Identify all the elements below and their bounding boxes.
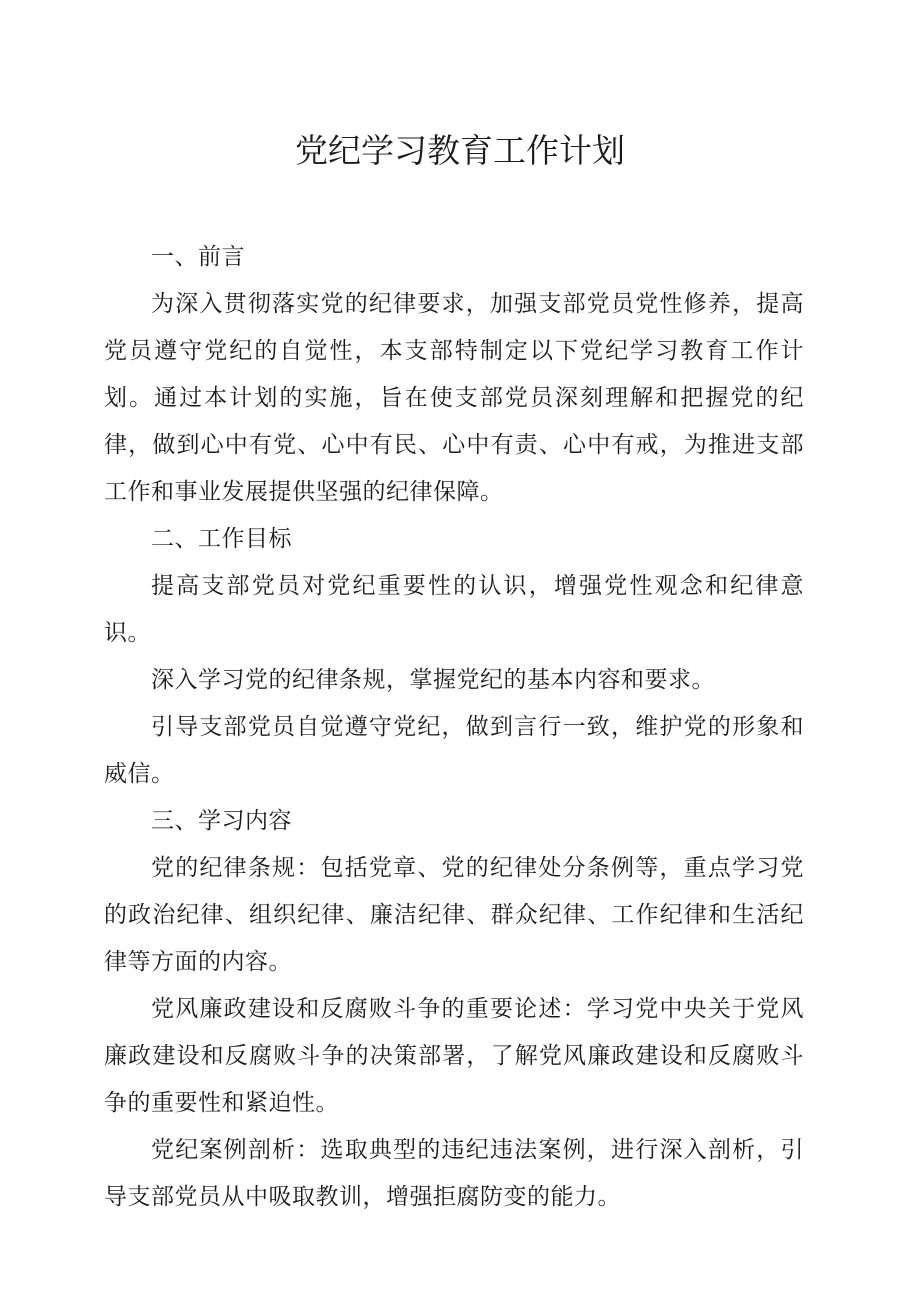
- document-body: [104, 234, 804, 1221]
- paragraph: 引导支部党员自觉遵守党纪，做到言行一致，维护党的形象和威信。: [104, 714, 804, 787]
- paragraph: 党风廉政建设和反腐败斗争的重要论述：学习党中央关于党风廉政建设和反腐败斗争的决策部署，了解党风廉政建设和反腐败斗争的重要性和紧迫性。: [104, 996, 804, 1116]
- paragraph: 党纪案例剖析：选取典型的违纪违法案例，进行深入剖析，引导支部党员从中吸取教训，增强拒腐防变的能力。: [104, 1137, 804, 1210]
- paragraph: 党的纪律条规：包括党章、党的纪律处分条例等，重点学习党的政治纪律、组织纪律、廉洁纪律、群众纪律、工作纪律和生活纪律等方面的内容。: [104, 855, 804, 975]
- section-heading: 二、工作目标: [151, 526, 292, 552]
- paragraph: 深入学习党的纪律条规，掌握党纪的基本内容和要求。: [151, 667, 715, 693]
- paragraph: 为深入贯彻落实党的纪律要求，加强支部党员党性修养，提高党员遵守党纪的自觉性，本支部特制定以下党纪学习教育工作计划。通过本计划的实施，旨在使支部党员深刻理解和把握党的纪律，做到心中有党、心中有民、心中有责、心中有戒，为推进支部工作和事业发展提供坚强的纪律保障。: [104, 291, 804, 505]
- document-title: 党纪学习教育工作计划: [295, 131, 625, 170]
- section-heading: 三、学习内容: [151, 808, 292, 834]
- section-heading: 一、前言: [151, 244, 245, 270]
- paragraph: 提高支部党员对党纪重要性的认识，增强党性观念和纪律意识。: [104, 573, 804, 646]
